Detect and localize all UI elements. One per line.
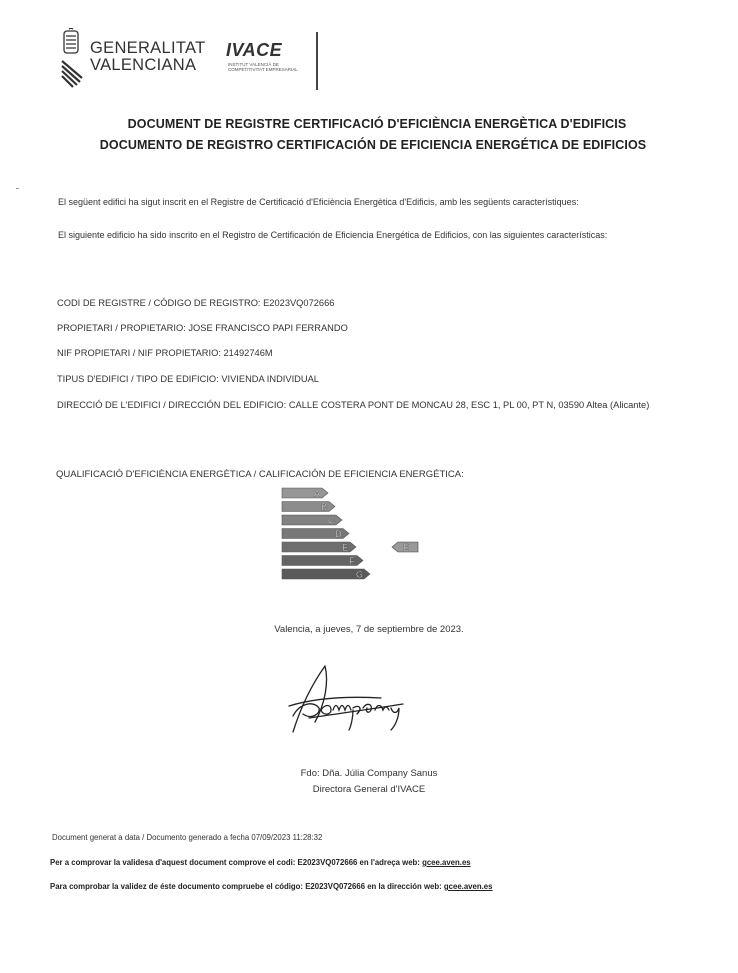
scan-artifact — [16, 188, 19, 189]
ivace-subtitle-line-1: INSTITUT VALENCIÀ DE — [228, 62, 279, 67]
signer-name: Fdo: Dña. Júlia Company Sanus — [300, 768, 438, 779]
owner-field: PROPIETARI / PROPIETARIO: JOSE FRANCISCO PAPI FERRANDO — [57, 323, 348, 333]
date-line: Valencia, a jueves, 7 de septiembre de 2023. — [274, 624, 464, 635]
generalitat-emblem-icon — [60, 28, 90, 90]
verify-catalan-text: Per a comprovar la validesa d'aquest document comprove el codi: E2023VQ072666 en l'adreça web: — [50, 858, 420, 867]
signer-role: Directora General d'IVACE — [312, 784, 426, 795]
rating-bar-f — [282, 556, 363, 567]
verify-spanish-text: Para comprobar la validez de éste documento compruebe el código: E2023VQ072666 en la dirección web: — [50, 882, 442, 891]
handwritten-signature — [285, 660, 425, 740]
registry-code-field: CODI DE REGISTRE / CÓDIGO DE REGISTRO: E2023VQ072666 — [57, 298, 335, 308]
building-type-field: TIPUS D'EDIFICI / TIPO DE EDIFICIO: VIVIENDA INDIVIDUAL — [57, 374, 319, 384]
verify-catalan — [50, 858, 471, 867]
rating-bar-e — [282, 542, 356, 553]
rating-letter-e: E — [342, 542, 349, 553]
owner-nif-field: NIF PROPIETARI / NIF PROPIETARIO: 21492746M — [57, 348, 273, 358]
document-title-catalan: DOCUMENT DE REGISTRE CERTIFICACIÓ D'EFICIÈNCIA ENERGÈTICA D'EDIFICIS — [127, 117, 627, 131]
generalitat-wordmark — [90, 40, 205, 74]
ivace-logo — [226, 40, 306, 80]
gva-line-2: VALENCIANA — [90, 56, 197, 74]
generalitat-logo — [60, 28, 210, 90]
intro-catalan: El següent edifici ha sigut inscrit en el Registre de Certificació d'Eficiència Energètica d'Edificis, amb les següents característiques: — [58, 197, 579, 207]
current-rating-marker — [392, 542, 418, 553]
intro-spanish: El siguiente edificio ha sido inscrito en el Registro de Certificación de Eficiencia Energética de Edificios, con las siguientes características: — [58, 230, 608, 240]
rating-letter-a: A — [314, 488, 321, 499]
ivace-subtitle-line-2: COMPETITIVITAT EMPRESARIAL — [228, 67, 298, 72]
header-divider — [316, 32, 318, 90]
qualification-title: QUALIFICACIÓ D'EFICIÈNCIA ENERGÈTICA / CALIFICACIÓN DE EFICIENCIA ENERGÉTICA: — [56, 469, 464, 480]
ivace-wordmark: IVACE — [226, 40, 283, 60]
current-rating-letter: E — [403, 542, 410, 553]
rating-bar-c — [282, 515, 342, 526]
rating-letter-c: C — [328, 515, 335, 526]
rating-letter-b: B — [321, 502, 328, 512]
verify-url-link-spanish[interactable]: gcee.aven.es — [443, 882, 493, 891]
energy-rating-scale — [270, 486, 430, 592]
rating-letter-g: G — [356, 569, 364, 580]
ivace-subtitle — [228, 62, 298, 72]
address-field: DIRECCIÓ DE L'EDIFICI / DIRECCIÓN DEL EDIFICIO: CALLE COSTERA PONT DE MONCAU 28, ESC 1, PL 00, PT N, 03590 Altea (Alicante) — [57, 400, 650, 410]
rating-letter-f: F — [349, 556, 355, 566]
generated-date: Document generat a data / Documento generado a fecha 07/09/2023 11:28:32 — [52, 833, 323, 842]
rating-bar-g — [282, 569, 370, 580]
gva-line-1: GENERALITAT — [90, 39, 206, 57]
verify-spanish — [50, 882, 492, 891]
rating-letter-d: D — [335, 529, 342, 539]
rating-bar-d — [282, 529, 349, 540]
rating-bar-b — [282, 502, 335, 513]
document-title-spanish: DOCUMENTO DE REGISTRO CERTIFICACIÓN DE EFICIENCIA ENERGÉTICA DE EDIFICIOS — [99, 138, 647, 152]
rating-bar-a — [282, 488, 328, 499]
verify-url-link-catalan[interactable]: gcee.aven.es — [422, 858, 471, 867]
